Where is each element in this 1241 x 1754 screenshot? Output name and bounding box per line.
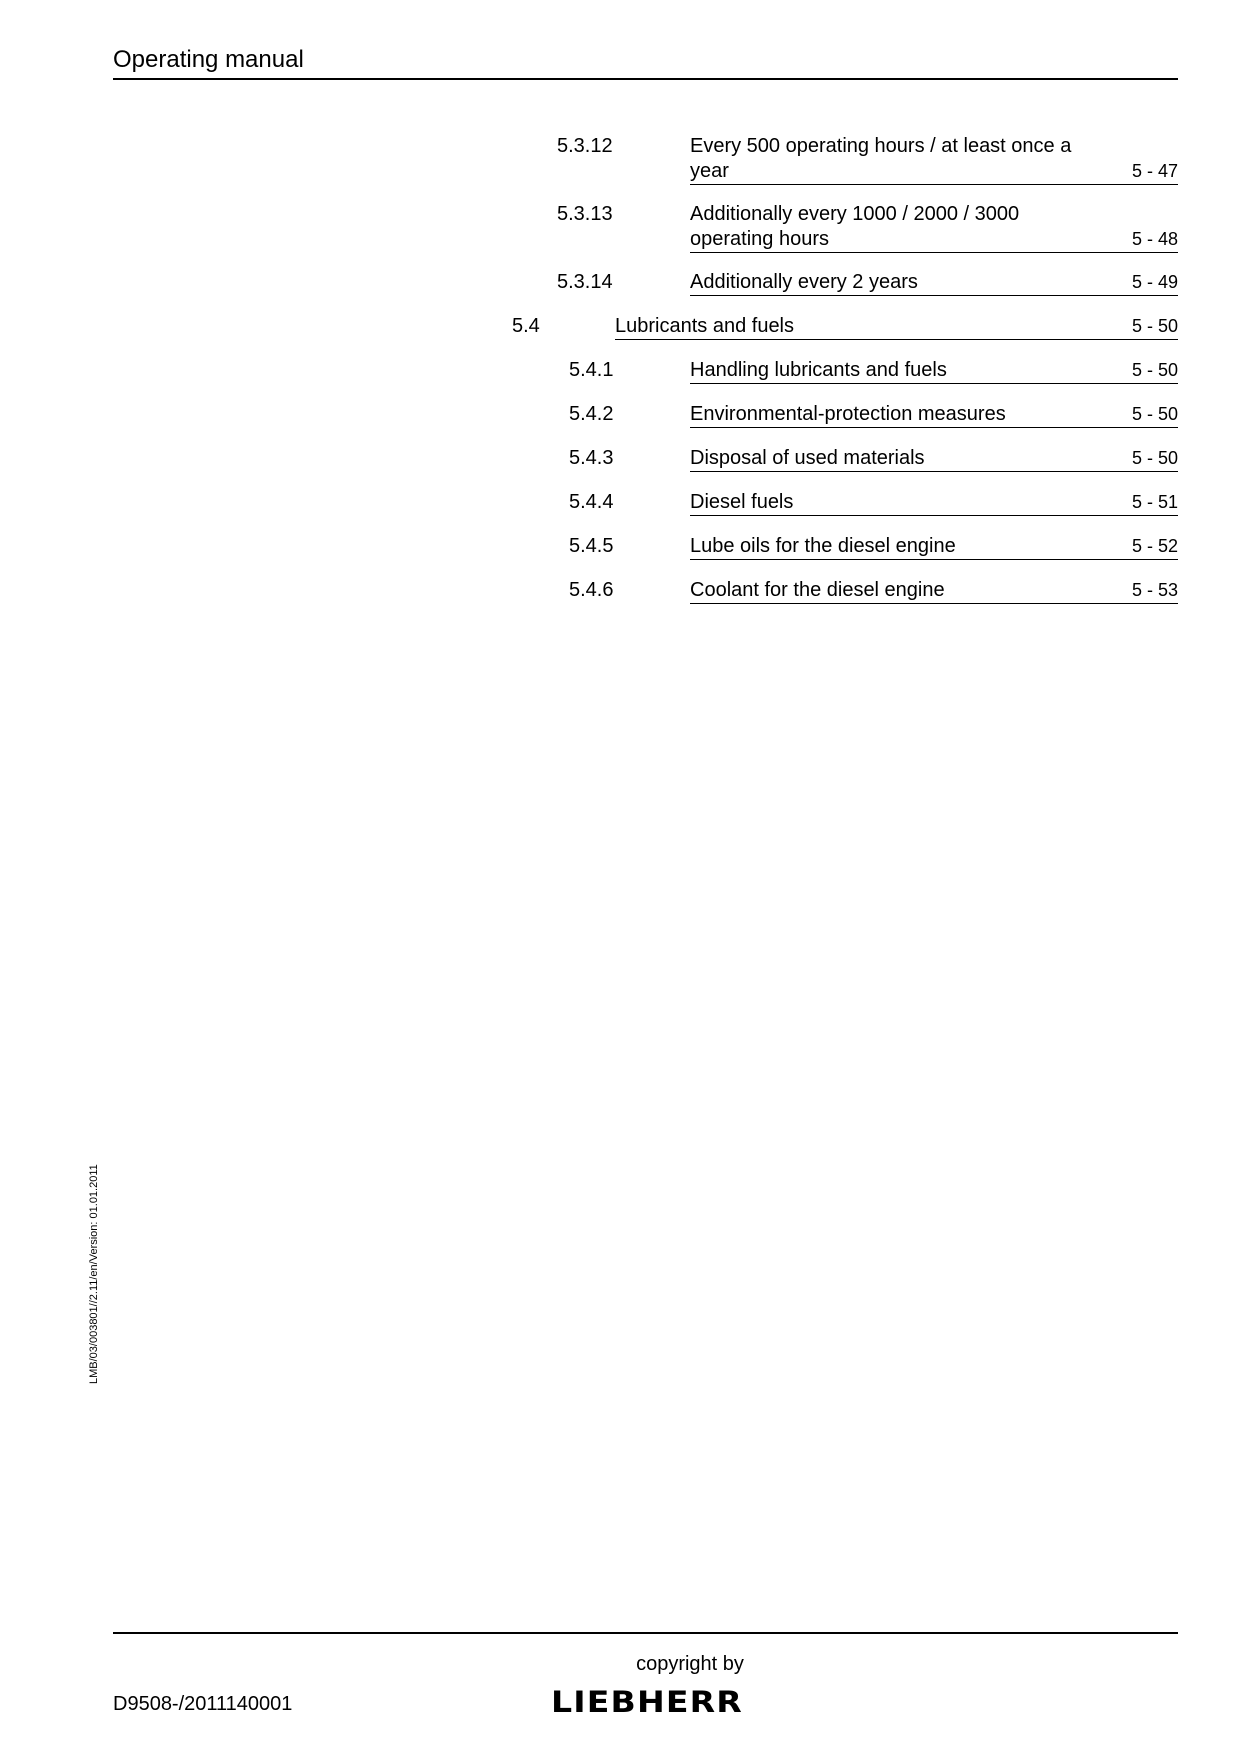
liebherr-logo-icon: [549, 1686, 745, 1716]
toc-title: Handling lubricants and fuels: [690, 359, 947, 381]
document-number: D9508-/2011140001: [113, 1693, 293, 1715]
toc-page: 5 - 47: [1131, 161, 1178, 181]
toc-page: 5 - 51: [1131, 492, 1178, 512]
toc-page: 5 - 49: [1131, 272, 1178, 292]
toc-page: 5 - 52: [1131, 536, 1178, 556]
version-note: LMB/03/003801//2.11/en/Version: 01.01.2011: [88, 1164, 100, 1384]
toc-number: 5.4.3: [569, 447, 614, 469]
toc-title: Lubricants and fuels: [615, 315, 795, 337]
toc-title: Disposal of used materials: [690, 447, 925, 469]
toc-number: 5.4: [512, 315, 540, 337]
toc-page: 5 - 50: [1131, 448, 1178, 468]
toc-page: 5 - 50: [1131, 360, 1178, 380]
toc-number: 5.4.2: [569, 403, 614, 425]
toc-title: Diesel fuels: [690, 491, 794, 513]
toc-page: 5 - 53: [1131, 580, 1178, 600]
toc-entry[interactable]: [690, 446, 1178, 472]
toc-entry[interactable]: [690, 134, 1178, 185]
toc-number: 5.4.5: [569, 535, 614, 557]
page-footer: [113, 1632, 1178, 1724]
toc-number: 5.3.12: [557, 135, 613, 157]
copyright-text: copyright by: [636, 1653, 744, 1675]
toc-entry[interactable]: [690, 578, 1178, 604]
toc-title: Every 500 operating hours / at least once a year: [690, 135, 1072, 182]
toc-entry[interactable]: [615, 314, 1178, 340]
toc-number: 5.4.6: [569, 579, 614, 601]
page-title: Operating manual: [113, 46, 304, 73]
toc-title: Environmental-protection measures: [690, 403, 1006, 425]
toc-entry[interactable]: [690, 490, 1178, 516]
toc-page: 5 - 48: [1131, 229, 1178, 249]
toc-title: Additionally every 1000 / 2000 / 3000 operating hours: [690, 203, 1020, 250]
toc-title: Additionally every 2 years: [690, 271, 918, 293]
toc-entry[interactable]: [690, 202, 1178, 253]
toc-entry[interactable]: [690, 358, 1178, 384]
page-header: [113, 46, 1178, 80]
toc-entry[interactable]: [690, 402, 1178, 428]
toc-number: 5.4.4: [569, 491, 614, 513]
toc-entry[interactable]: [690, 270, 1178, 296]
toc-title: Lube oils for the diesel engine: [690, 535, 956, 557]
toc-page: 5 - 50: [1131, 404, 1178, 424]
toc-title: Coolant for the diesel engine: [690, 579, 945, 601]
brand-name: LIEBHERR: [551, 1686, 743, 1716]
toc-number: 5.4.1: [569, 359, 614, 381]
toc-number: 5.3.14: [557, 271, 613, 293]
toc-page: 5 - 50: [1131, 316, 1178, 336]
toc-entry[interactable]: [690, 534, 1178, 560]
toc-number: 5.3.13: [557, 203, 613, 225]
